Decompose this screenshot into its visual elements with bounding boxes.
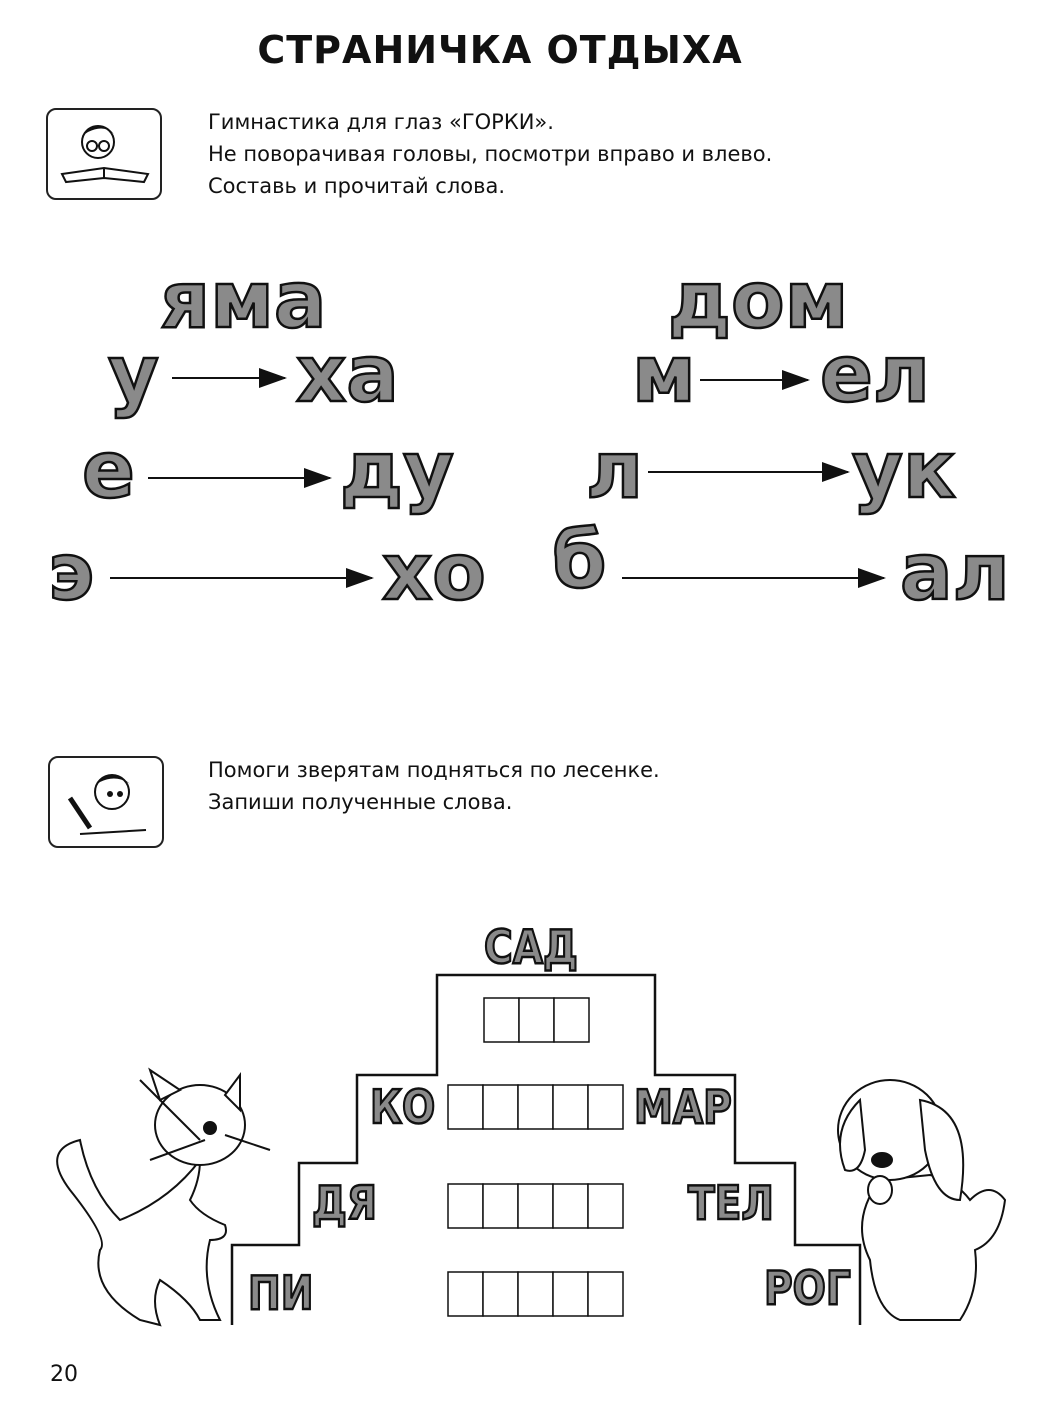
syllable-end: ел: [820, 330, 931, 420]
page-title: СТРАНИЧКА ОТДЫХА: [257, 28, 743, 72]
page-number: 20: [50, 1362, 78, 1387]
letter-start: б: [552, 516, 607, 606]
answer-boxes: [448, 998, 623, 1316]
syllable-end: ук: [852, 426, 956, 516]
instruction-line: Гимнастика для глаз «ГОРКИ».: [208, 110, 554, 134]
left-syllable: КО: [370, 1080, 436, 1134]
letter-start: л: [586, 426, 644, 516]
letter-start: е: [82, 426, 135, 516]
instruction-line: Помоги зверятам подняться по лесенке.: [208, 758, 660, 782]
right-syllable: РОГ: [764, 1261, 851, 1315]
dog-illustration: [838, 1080, 1005, 1320]
right-syllable: МАР: [634, 1080, 732, 1134]
syllable-end: ха: [296, 330, 399, 420]
top-word: САД: [484, 920, 578, 974]
instruction-line: Не поворачивая головы, посмотри вправо и влево.: [208, 142, 773, 166]
letter-start: у: [108, 330, 159, 420]
right-syllable: ТЕЛ: [688, 1176, 774, 1230]
instruction-line: Составь и прочитай слова.: [208, 174, 506, 198]
word-top-right: дом: [668, 256, 849, 346]
task2-instructions: [208, 754, 660, 818]
word-top-left: яма: [160, 256, 327, 346]
instruction-line: Запиши полученные слова.: [208, 790, 513, 814]
syllable-end: хо: [382, 528, 486, 618]
syllable-end: ду: [340, 426, 454, 516]
writing-boy-icon: [48, 756, 164, 848]
syllable-end: ал: [900, 528, 1010, 618]
left-syllable: ДЯ: [312, 1176, 377, 1230]
cat-illustration: [57, 1070, 270, 1325]
letter-start: э: [48, 528, 95, 618]
letter-start: м: [632, 330, 696, 420]
left-syllable: ПИ: [248, 1266, 314, 1320]
